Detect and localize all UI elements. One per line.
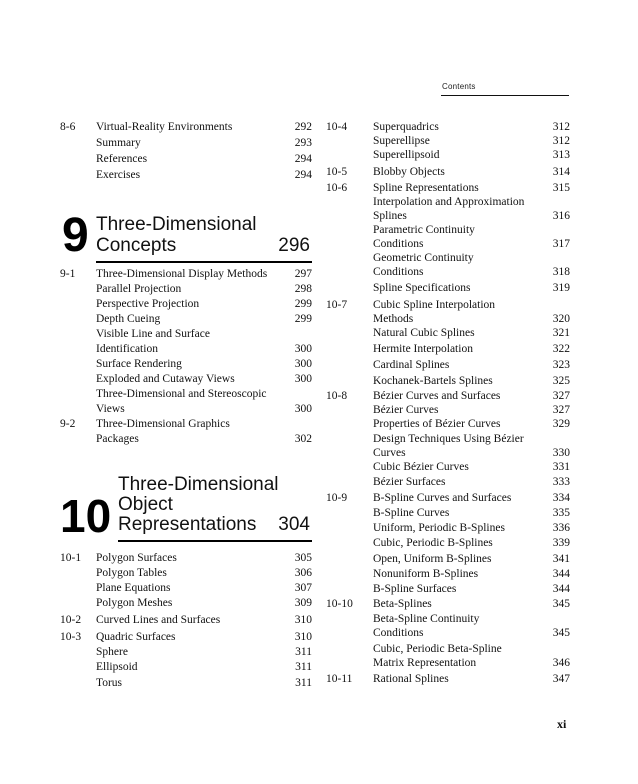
entry-title: Surface Rendering (96, 358, 182, 370)
entry-title: Design Techniques Using Bézier (373, 433, 524, 445)
page-number: 329 (552, 418, 570, 430)
section-number: 10-11 (326, 673, 353, 685)
entry-title: Superellipse (373, 135, 430, 147)
entry-title: Exploded and Cutaway Views (96, 373, 235, 385)
page-number: 314 (552, 166, 570, 178)
entry-title: Conditions (373, 627, 424, 639)
page-number: 307 (294, 582, 312, 594)
entry-title: Summary (96, 137, 141, 149)
page-number: 294 (294, 169, 312, 181)
section-number: 10-3 (60, 631, 82, 643)
entry-title: Kochanek-Bartels Splines (373, 375, 493, 387)
entry-title: Methods (373, 313, 414, 325)
entry-title: Polygon Surfaces (96, 552, 177, 564)
page-number: 300 (294, 403, 312, 415)
chapter-title-line1: Three-Dimensional (118, 474, 279, 495)
entry-title: Bézier Curves (373, 404, 439, 416)
page-number: 294 (294, 153, 312, 165)
entry-title: Bézier Curves and Surfaces (373, 390, 501, 402)
page-number: xi (557, 717, 567, 731)
page-number: 306 (294, 567, 312, 579)
section-number: 10-5 (326, 166, 348, 178)
chapter-number: 10 (60, 490, 112, 542)
page-number: 327 (552, 404, 570, 416)
page-number: 293 (294, 137, 312, 149)
section-number: 10-6 (326, 182, 348, 194)
page-number: 317 (552, 238, 570, 250)
chapter-title-line2: Concepts (96, 235, 177, 256)
section-number: 10-2 (60, 614, 82, 626)
page-number: 311 (295, 661, 312, 673)
section-number: 8-6 (60, 121, 76, 133)
page-number: 321 (552, 327, 570, 339)
page-number: 310 (294, 631, 312, 643)
entry-title: Polygon Meshes (96, 597, 173, 609)
chapter-rule (96, 261, 312, 263)
chapter-page: 304 (278, 514, 310, 535)
entry-title: Cubic, Periodic Beta-Spline (373, 643, 502, 655)
page-number: 297 (294, 268, 312, 280)
entry-title: Blobby Objects (373, 166, 445, 178)
entry-title: Beta-Spline Continuity (373, 613, 480, 625)
entry-title: Superquadrics (373, 121, 439, 133)
entry-title: Bézier Surfaces (373, 476, 446, 488)
page-number: 336 (552, 522, 570, 534)
chapter-10-heading (60, 474, 312, 544)
section-number: 10-1 (60, 552, 82, 564)
entry-title: Conditions (373, 266, 424, 278)
entry-title: Curves (373, 447, 406, 459)
entry-title: Cubic Bézier Curves (373, 461, 469, 473)
entry-title: Cubic, Periodic B-Splines (373, 537, 493, 549)
page-number: 320 (552, 313, 570, 325)
page-number: 292 (294, 121, 312, 133)
chapter-rule (118, 540, 312, 542)
page-number: 299 (294, 298, 312, 310)
page-number: 312 (552, 135, 570, 147)
entry-title: Uniform, Periodic B-Splines (373, 522, 505, 534)
page-number: 345 (552, 627, 570, 639)
entry-title: Depth Cueing (96, 313, 161, 325)
page-number: 311 (295, 646, 312, 658)
page-number: 325 (552, 375, 570, 387)
page-number: 300 (294, 373, 312, 385)
entry-title: Interpolation and Approximation (373, 196, 525, 208)
page-number: 305 (294, 552, 312, 564)
chapter-title-line1: Three-Dimensional (96, 214, 257, 235)
page-number: 334 (552, 492, 570, 504)
page-number: 345 (552, 598, 570, 610)
page-number: 335 (552, 507, 570, 519)
page-number: 333 (552, 476, 570, 488)
chapter-title-line2: Object (118, 494, 173, 515)
entry-title: B-Spline Curves and Surfaces (373, 492, 512, 504)
entry-title: Views (96, 403, 125, 415)
entry-title: Three-Dimensional Display Methods (96, 268, 268, 280)
section-number: 10-4 (326, 121, 348, 133)
page-number: 310 (294, 614, 312, 626)
page-number: 331 (552, 461, 570, 473)
entry-title: Matrix Representation (373, 657, 477, 669)
entry-title: Spline Specifications (373, 282, 471, 294)
entry-title: Perspective Projection (96, 298, 200, 310)
entry-title: B-Spline Curves (373, 507, 450, 519)
page-number: 315 (552, 182, 570, 194)
section-number: 10-7 (326, 299, 348, 311)
section-number: 9-2 (60, 418, 76, 430)
section-number: 10-9 (326, 492, 348, 504)
entry-title: Parallel Projection (96, 283, 182, 295)
entry-title: Quadric Surfaces (96, 631, 176, 643)
page-number: 344 (552, 583, 570, 595)
page-number: 298 (294, 283, 312, 295)
entry-title: Conditions (373, 238, 424, 250)
page-number: 312 (552, 121, 570, 133)
section-number: 10-8 (326, 390, 348, 402)
page-number: 300 (294, 358, 312, 370)
entry-title: Three-Dimensional and Stereoscopic (96, 388, 267, 400)
chapter-9-heading (60, 209, 312, 266)
page-number: 309 (294, 597, 312, 609)
entry-title: Geometric Continuity (373, 252, 474, 264)
entry-title: Rational Splines (373, 673, 449, 685)
page-number: 323 (552, 359, 570, 371)
entry-title: Nonuniform B-Splines (373, 568, 479, 580)
entry-title: Spline Representations (373, 182, 479, 194)
entry-title: Sphere (96, 646, 128, 658)
entry-title: Properties of Bézier Curves (373, 418, 501, 430)
entry-title: Hermite Interpolation (373, 343, 473, 355)
entry-title: Visible Line and Surface (96, 328, 210, 340)
section-number: 10-10 (326, 598, 353, 610)
chapter-page: 296 (278, 235, 310, 256)
entry-title: Parametric Continuity (373, 224, 475, 236)
entry-title: Curved Lines and Surfaces (96, 614, 221, 626)
header-rule (441, 95, 569, 96)
entry-title: Packages (96, 433, 139, 445)
entry-title: Exercises (96, 169, 141, 181)
entry-title: Splines (373, 210, 407, 222)
page-number: 319 (552, 282, 570, 294)
page-number: 327 (552, 390, 570, 402)
section-number: 9-1 (60, 268, 76, 280)
entry-title: Natural Cubic Splines (373, 327, 475, 339)
chapter-number: 9 (62, 209, 89, 262)
page-number: 339 (552, 537, 570, 549)
entry-title: Polygon Tables (96, 567, 167, 579)
entry-title: Beta-Splines (373, 598, 432, 610)
entry-title: Three-Dimensional Graphics (96, 418, 230, 430)
page-number: 322 (552, 343, 570, 355)
page-number: 311 (295, 677, 312, 689)
page-number: 299 (294, 313, 312, 325)
entry-title: Torus (96, 677, 123, 689)
entry-title: Cubic Spline Interpolation (373, 299, 496, 311)
page-number: 341 (552, 553, 570, 565)
entry-title: Open, Uniform B-Splines (373, 553, 492, 565)
entry-title: Superellipsoid (373, 149, 440, 161)
page-number: 300 (294, 343, 312, 355)
page-number: 330 (552, 447, 570, 459)
running-header: Contents (442, 82, 476, 91)
entry-title: Identification (96, 343, 158, 355)
page-number: 316 (552, 210, 570, 222)
chapter-title-line3: Representations (118, 514, 257, 535)
entry-title: Ellipsoid (96, 661, 138, 673)
page-number: 347 (552, 673, 570, 685)
entry-title: Virtual-Reality Environments (96, 121, 233, 133)
page-number: 302 (294, 433, 312, 445)
entry-title: Cardinal Splines (373, 359, 450, 371)
page-number: 346 (552, 657, 570, 669)
entry-title: References (96, 153, 148, 165)
entry-title: Plane Equations (96, 582, 171, 594)
page-number: 318 (552, 266, 570, 278)
page-number: 313 (552, 149, 570, 161)
page-number: 344 (552, 568, 570, 580)
entry-title: B-Spline Surfaces (373, 583, 457, 595)
